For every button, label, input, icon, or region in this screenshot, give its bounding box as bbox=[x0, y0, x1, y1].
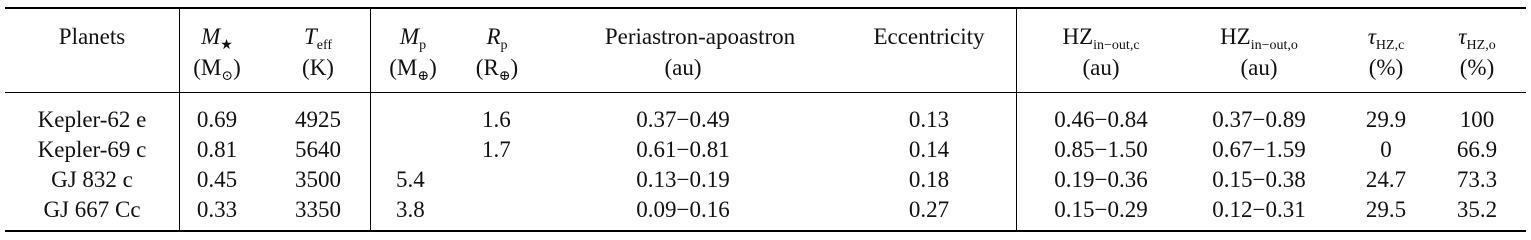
header-teff: $T_{eff}$ bbox=[303, 24, 333, 53]
unit-stellar-mass: $(M_⊙)$ bbox=[193, 55, 241, 84]
cell-teff: 5640 bbox=[295, 137, 341, 162]
cell-eccentricity: 0.18 bbox=[908, 167, 950, 192]
cell-periastron-apoastron: 0.37−0.49 bbox=[636, 107, 730, 132]
cell-planet: Kepler-69 c bbox=[37, 137, 147, 162]
cell-tau-c: 29.5 bbox=[1365, 197, 1407, 222]
cell-planet-radius: 1.7 bbox=[482, 137, 511, 162]
cell-tau-c: 0 bbox=[1380, 137, 1392, 162]
header-planet-mass: $M_p$ bbox=[399, 24, 427, 53]
unit-tau-c: (%) bbox=[1368, 55, 1404, 80]
table-top-rule bbox=[5, 7, 1526, 9]
cell-tau-o: 66.9 bbox=[1456, 137, 1498, 162]
unit-periastron-apoastron: (au) bbox=[664, 55, 702, 80]
cell-tau-o: 100 bbox=[1459, 107, 1495, 132]
unit-teff: (K) bbox=[302, 55, 334, 80]
header-eccentricity: Eccentricity bbox=[873, 24, 985, 49]
cell-eccentricity: 0.27 bbox=[908, 197, 950, 222]
header-periastron-apoastron: Periastron-apoastron bbox=[604, 24, 796, 49]
cell-teff: 4925 bbox=[295, 107, 341, 132]
cell-planet: Kepler-62 e bbox=[37, 107, 147, 132]
cell-periastron-apoastron: 0.09−0.16 bbox=[636, 197, 730, 222]
cell-hz-c: 0.15−0.29 bbox=[1054, 197, 1148, 222]
cell-stellar-mass: 0.45 bbox=[196, 167, 238, 192]
cell-hz-o: 0.15−0.38 bbox=[1212, 167, 1306, 192]
cell-tau-o: 73.3 bbox=[1456, 167, 1498, 192]
cell-eccentricity: 0.14 bbox=[908, 137, 950, 162]
cell-tau-c: 29.9 bbox=[1365, 107, 1407, 132]
cell-hz-o: 0.37−0.89 bbox=[1212, 107, 1306, 132]
cell-planet-mass: 5.4 bbox=[396, 167, 425, 192]
column-separator-3 bbox=[1016, 9, 1017, 230]
cell-teff: 3500 bbox=[295, 167, 341, 192]
header-hz-o: $HZ_{in-out,o}$ bbox=[1220, 24, 1298, 53]
cell-teff: 3350 bbox=[295, 197, 341, 222]
cell-hz-c: 0.85−1.50 bbox=[1054, 137, 1148, 162]
cell-planet-mass: 3.8 bbox=[396, 197, 425, 222]
cell-periastron-apoastron: 0.61−0.81 bbox=[636, 137, 730, 162]
cell-tau-o: 35.2 bbox=[1456, 197, 1498, 222]
table-header-rule bbox=[5, 92, 1526, 93]
cell-tau-c: 24.7 bbox=[1365, 167, 1407, 192]
header-tau-c: $\tau_{HZ,c}$ bbox=[1367, 24, 1405, 53]
header-tau-o: $\tau_{HZ,o}$ bbox=[1458, 24, 1496, 53]
cell-planet-radius: 1.6 bbox=[482, 107, 511, 132]
unit-planet-mass: $(M_\oplus)$ bbox=[389, 55, 437, 84]
column-separator-2 bbox=[370, 9, 371, 230]
header-planet-radius: $R_p$ bbox=[486, 24, 508, 53]
cell-planet: GJ 832 c bbox=[51, 167, 133, 192]
unit-planet-radius: $(R_\oplus)$ bbox=[475, 55, 519, 84]
cell-hz-o: 0.12−0.31 bbox=[1212, 197, 1306, 222]
cell-hz-c: 0.46−0.84 bbox=[1054, 107, 1148, 132]
cell-stellar-mass: 0.33 bbox=[196, 197, 238, 222]
unit-hz-o: (au) bbox=[1240, 55, 1278, 80]
cell-stellar-mass: 0.69 bbox=[196, 107, 238, 132]
unit-hz-c: (au) bbox=[1082, 55, 1120, 80]
unit-tau-o: (%) bbox=[1459, 55, 1495, 80]
header-hz-c: $HZ_{in-out,c}$ bbox=[1062, 24, 1140, 53]
header-planets: Planets bbox=[58, 24, 126, 49]
cell-periastron-apoastron: 0.13−0.19 bbox=[636, 167, 730, 192]
table-bottom-rule bbox=[5, 230, 1526, 232]
cell-hz-c: 0.19−0.36 bbox=[1054, 167, 1148, 192]
column-separator-1 bbox=[179, 9, 180, 230]
cell-hz-o: 0.67−1.59 bbox=[1212, 137, 1306, 162]
cell-stellar-mass: 0.81 bbox=[196, 137, 238, 162]
cell-planet: GJ 667 Cc bbox=[43, 197, 141, 222]
cell-eccentricity: 0.13 bbox=[908, 107, 950, 132]
header-stellar-mass: $M_★$ bbox=[201, 24, 233, 53]
